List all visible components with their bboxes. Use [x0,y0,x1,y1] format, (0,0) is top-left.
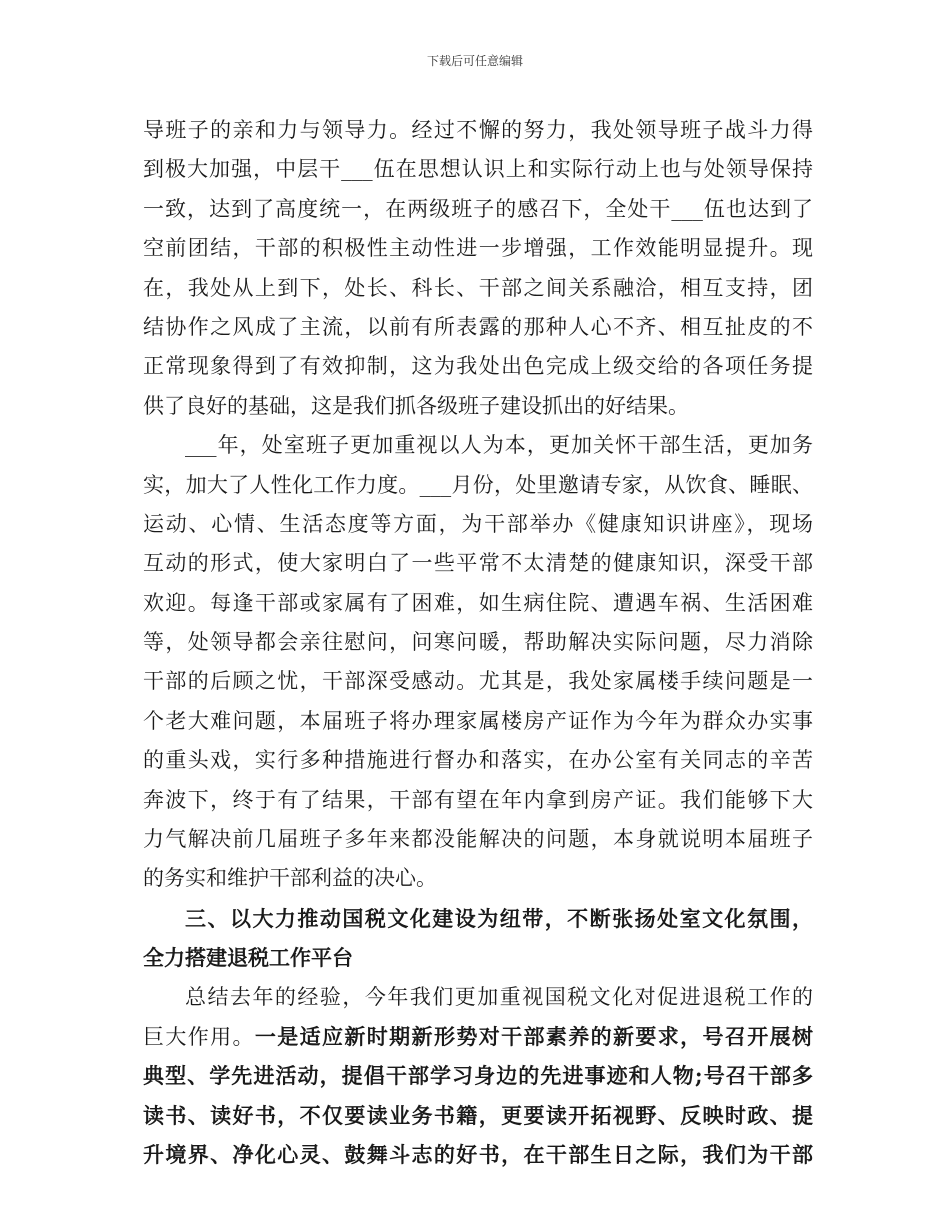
text-line: 到极大加强，中层干___伍在思想认识上和实际行动上也与处领导保持 [143,157,813,182]
text-line: 干部的后顾之忧，干部深受感动。尤其是，我处家属楼手续问题是一 [143,669,813,694]
text-line: 个老大难问题，本届班子将办理家属楼房产证作为今年为群众办实事 [143,708,813,733]
text-line: 读书、读好书，不仅要读业务书籍，更要读开拓视野、反映时政、提 [143,1102,813,1128]
bold-text: 一是适应新时期新形势对干部素养的新要求，号召开展树 [254,1023,814,1049]
text-line: 运动、心情、生活态度等方面，为干部举办《健康知识讲座》，现场 [143,511,813,536]
paragraph-tax-culture [143,978,813,1175]
normal-text: 巨大作用。 [143,1024,255,1049]
section-heading [143,899,813,978]
text-line-mixed [143,1017,813,1056]
text-line: 互动的形式，使大家明白了一些平常不太清楚的健康知识，深受干部 [143,551,813,576]
text-line: 等，处领导都会亲往慰问，问寒问暖，帮助解决实际问题，尽力消除 [143,630,813,655]
text-line: 正常现象得到了有效抑制，这为我处出色完成上级交给的各项任务提 [143,354,813,379]
text-line: 奔波下，终于有了结果，干部有望在年内拿到房产证。我们能够下大 [143,787,813,812]
page-header: 下载后可任意编辑 [426,54,523,68]
text-line: 空前团结，干部的积极性主动性进一步增强，工作效能明显提升。现 [143,236,813,261]
text-line: 的务实和维护干部利益的决心。 [143,866,437,891]
heading-line: 三、以大力推动国税文化建设为纽带，不断张扬处室文化氛围， [185,905,813,931]
document-body [143,111,813,1175]
text-line: 在，我处从上到下，处长、科长、干部之间关系融洽，相互支持，团 [143,275,813,300]
text-line: 欢迎。每逢干部或家属有了困难，如生病住院、遭遇车祸、生活困难 [143,590,813,615]
text-line: 实，加大了人性化工作力度。___月份，处里邀请专家，从饮食、睡眠、 [143,472,813,497]
text-line: 结协作之风成了主流，以前有所表露的那种人心不齐、相互扯皮的不 [143,314,813,339]
paragraph-leadership [143,111,813,426]
paragraph-people-oriented [143,426,813,899]
text-line: 导班子的亲和力与领导力。经过不懈的努力，我处领导班子战斗力得 [143,118,813,142]
text-line: 一致，达到了高度统一，在两级班子的感召下，全处干___伍也达到了 [143,196,813,221]
text-line: 的重头戏，实行多种措施进行督办和落实，在办公室有关同志的辛苦 [143,748,813,773]
heading-line: 全力搭建退税工作平台 [143,945,353,971]
text-line: 升境界、净化心灵、鼓舞斗志的好书，在干部生日之际，我们为干部 [143,1142,813,1168]
text-line: 总结去年的经验，今年我们更加重视国税文化对促进退税工作的 [185,984,813,1009]
text-line: 典型、学先进活动，提倡干部学习身边的先进事迹和人物;号召干部多 [143,1063,813,1089]
text-line: 供了良好的基础，这是我们抓各级班子建设抓出的好结果。 [143,393,689,418]
text-line: 力气解决前几届班子多年来都没能解决的问题，本身就说明本届班子 [143,827,813,852]
text-line: ___年，处室班子更加重视以人为本，更加关怀干部生活，更加务 [185,433,813,458]
